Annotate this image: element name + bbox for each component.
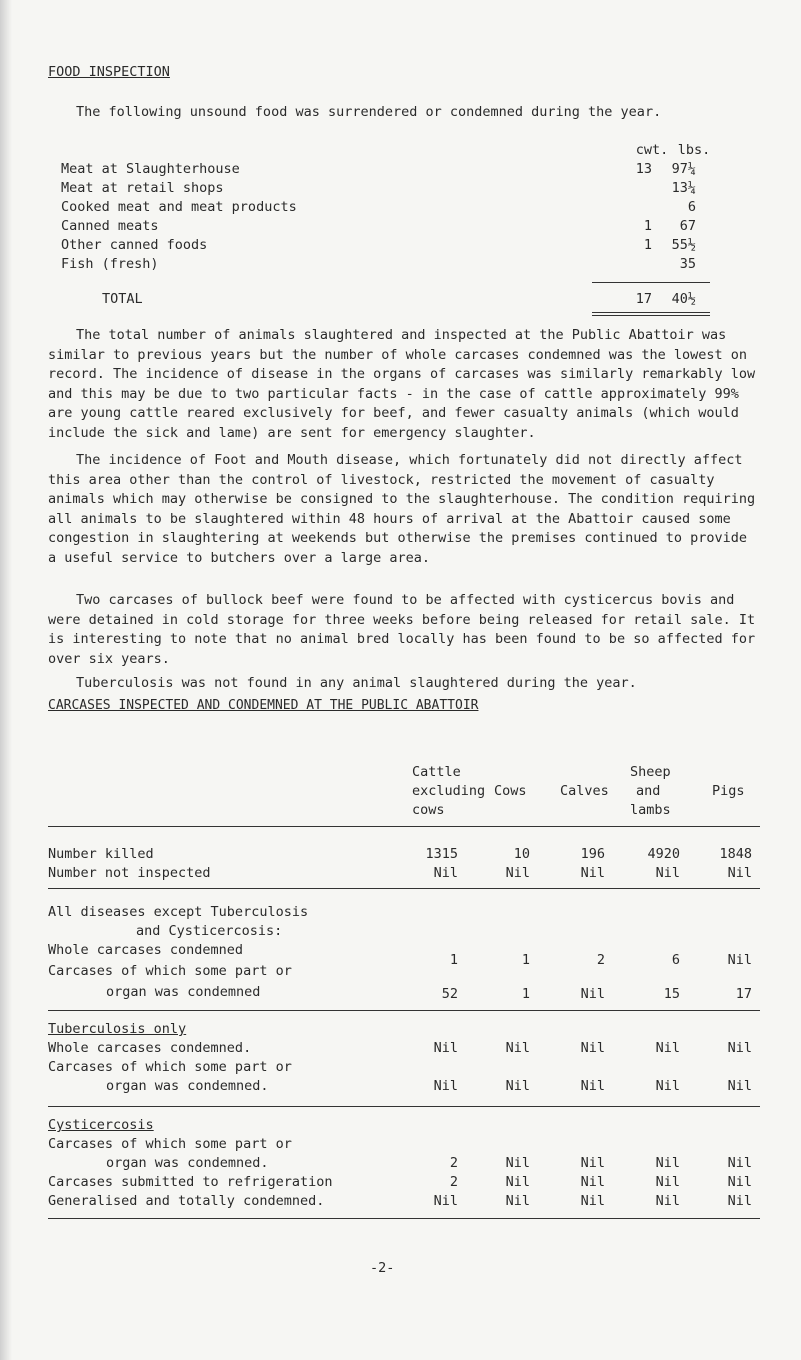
cell-sheep: 4920: [647, 846, 680, 862]
food-total-lbs: 40½: [671, 291, 696, 307]
col-cattle-2: excluding: [412, 783, 486, 799]
paragraph-4: [48, 674, 763, 694]
cell-cattle: 2: [449, 1174, 458, 1190]
cell-cows: Nil: [505, 1174, 530, 1190]
page-heading: FOOD INSPECTION: [48, 64, 170, 80]
paragraph-1: [48, 326, 763, 443]
cell-pigs: 1848: [719, 846, 752, 862]
cell-calves: Nil: [580, 1040, 605, 1056]
col-pigs: Pigs: [712, 783, 745, 799]
cell-pigs: Nil: [727, 1040, 752, 1056]
row-label: Number killed: [48, 846, 154, 862]
cell-sheep: 6: [671, 952, 680, 968]
cell-calves: Nil: [580, 986, 605, 1002]
paragraph-2: [48, 451, 763, 568]
cell-sheep: Nil: [655, 1155, 680, 1171]
paragraph-text: Tuberculosis was not found in any animal slaughtered during the year.: [76, 675, 637, 691]
intro-text: The following unsound food was surrendered or condemned during the year.: [76, 104, 662, 120]
cell-calves: Nil: [580, 865, 605, 881]
rule-5: [48, 1218, 760, 1219]
cell-pigs: Nil: [727, 952, 752, 968]
cell-calves: Nil: [580, 1193, 605, 1209]
cell-calves: Nil: [580, 1155, 605, 1171]
cell-cows: Nil: [505, 1155, 530, 1171]
cell-cows: 1: [521, 986, 530, 1002]
cell-calves: 196: [580, 846, 605, 862]
cell-calves: Nil: [580, 1078, 605, 1094]
col-sheep-2: and: [636, 783, 661, 799]
rule-4: [48, 1106, 760, 1107]
row-label: Carcases submitted to refrigeration: [48, 1174, 333, 1190]
row-label: Generalised and totally condemned.: [48, 1193, 325, 1209]
row-label: Number not inspected: [48, 865, 211, 881]
food-item: Cooked meat and meat products: [61, 199, 297, 215]
total-rule-bottom-2: [592, 315, 710, 316]
row-label-cont: organ was condemned.: [106, 1078, 269, 1094]
cell-cattle: 2: [449, 1155, 458, 1171]
cell-calves: 2: [596, 952, 605, 968]
scan-edge-shadow: [0, 0, 12, 1360]
col-cattle-3: cows: [412, 802, 445, 818]
cell-pigs: Nil: [727, 1078, 752, 1094]
food-col-cwt: cwt.: [635, 142, 669, 158]
cell-pigs: Nil: [727, 1174, 752, 1190]
cell-cattle: 1315: [425, 846, 458, 862]
cell-cows: Nil: [505, 1193, 530, 1209]
row-label: Whole carcases condemned.: [48, 1040, 252, 1056]
cell-pigs: Nil: [727, 1155, 752, 1171]
food-lbs: 67: [679, 218, 696, 234]
cell-cows: Nil: [505, 865, 530, 881]
food-item: Fish (fresh): [61, 256, 159, 272]
food-lbs: 97¼: [671, 161, 696, 177]
cell-cattle: 1: [449, 952, 458, 968]
paragraph-text: The incidence of Foot and Mouth disease, which fortunately did not directly affect this area other than the control of livestock, restricted the movement of casualty animals which may otherwise be consigned to the slaughterhouse. The condition requiring all animals to be slaughtered within 48 hours of arrival at the Abattoir caused some congestion in slaughtering at weekends but otherwise the premises continued to provide a useful service to butchers over a large area.: [48, 452, 756, 566]
col-sheep-3: lambs: [630, 802, 671, 818]
rule-3: [48, 1010, 760, 1011]
carcase-heading: CARCASES INSPECTED AND CONDEMNED AT THE PUBLIC ABATTOIR: [48, 698, 479, 713]
cell-cows: Nil: [505, 1078, 530, 1094]
paragraph-text: Two carcases of bullock beef were found to be affected with cysticercus bovis and were detained in cold storage for three weeks before being released for retail sale. It is interesting to note that no animal bred locally has been found to be so affected for over six years.: [48, 592, 756, 667]
cell-sheep: Nil: [655, 1193, 680, 1209]
cell-pigs: 17: [735, 986, 752, 1002]
food-cwt: 1: [643, 218, 652, 234]
col-cattle-1: Cattle: [412, 764, 461, 780]
row-label: Carcases of which some part or: [48, 963, 292, 979]
cell-cattle: Nil: [433, 1078, 458, 1094]
rule-2: [48, 888, 760, 889]
cell-cows: 10: [513, 846, 530, 862]
tuberculosis-title: Tuberculosis only: [48, 1021, 187, 1037]
intro-paragraph: [48, 103, 763, 123]
all-diseases-title-2: and Cysticercosis:: [136, 923, 283, 939]
cell-cows: 1: [521, 952, 530, 968]
cell-sheep: Nil: [655, 1174, 680, 1190]
row-label: Carcases of which some part or: [48, 1136, 292, 1152]
total-rule-top: [592, 282, 710, 283]
cell-pigs: Nil: [727, 865, 752, 881]
food-lbs: 6: [687, 199, 696, 215]
cell-cows: Nil: [505, 1040, 530, 1056]
row-label: Carcases of which some part or: [48, 1059, 292, 1075]
paragraph-text: The total number of animals slaughtered and inspected at the Public Abattoir was similar to previous years but the number of whole carcases condemned was the lowest on record. The incidence of disease in the organs of carcases was similarly remarkably low and this may be due to two particular facts - in the case of cattle approximately 99% are young cattle reared exclusively for beef, and fewer casualty animals (which would include the sick and lame) are sent for emergency slaughter.: [48, 327, 756, 441]
food-total-label: TOTAL: [102, 291, 143, 307]
food-lbs: 55½: [671, 237, 696, 253]
cell-sheep: Nil: [655, 1040, 680, 1056]
food-lbs: 13¼: [671, 180, 696, 196]
food-cwt: 13: [635, 161, 652, 177]
cell-cattle: Nil: [433, 865, 458, 881]
food-item: Meat at retail shops: [61, 180, 224, 196]
row-label-cont: organ was condemned.: [106, 1155, 269, 1171]
row-label-cont: organ was condemned: [106, 984, 261, 1000]
col-cows: Cows: [494, 783, 527, 799]
total-rule-bottom-1: [592, 312, 710, 313]
cysticercosis-title: Cysticercosis: [48, 1117, 154, 1133]
row-label: Whole carcases condemned: [48, 942, 244, 958]
cell-pigs: Nil: [727, 1193, 752, 1209]
food-cwt: 1: [643, 237, 652, 253]
food-total-cwt: 17: [635, 291, 652, 307]
cell-sheep: 15: [663, 986, 680, 1002]
food-lbs: 35: [679, 256, 696, 272]
cell-calves: Nil: [580, 1174, 605, 1190]
food-col-lbs: lbs.: [677, 142, 711, 158]
cell-cattle: 52: [441, 986, 458, 1002]
food-item: Canned meats: [61, 218, 159, 234]
all-diseases-title-1: All diseases except Tuberculosis: [48, 904, 309, 920]
cell-sheep: Nil: [655, 1078, 680, 1094]
col-calves: Calves: [560, 783, 609, 799]
page-number: -2-: [370, 1260, 395, 1276]
col-sheep-1: Sheep: [630, 764, 671, 780]
food-item: Other canned foods: [61, 237, 208, 253]
cell-sheep: Nil: [655, 865, 680, 881]
cell-cattle: Nil: [433, 1193, 458, 1209]
cell-cattle: Nil: [433, 1040, 458, 1056]
rule-1: [48, 826, 760, 827]
paragraph-3: [48, 591, 763, 669]
food-item: Meat at Slaughterhouse: [61, 161, 240, 177]
